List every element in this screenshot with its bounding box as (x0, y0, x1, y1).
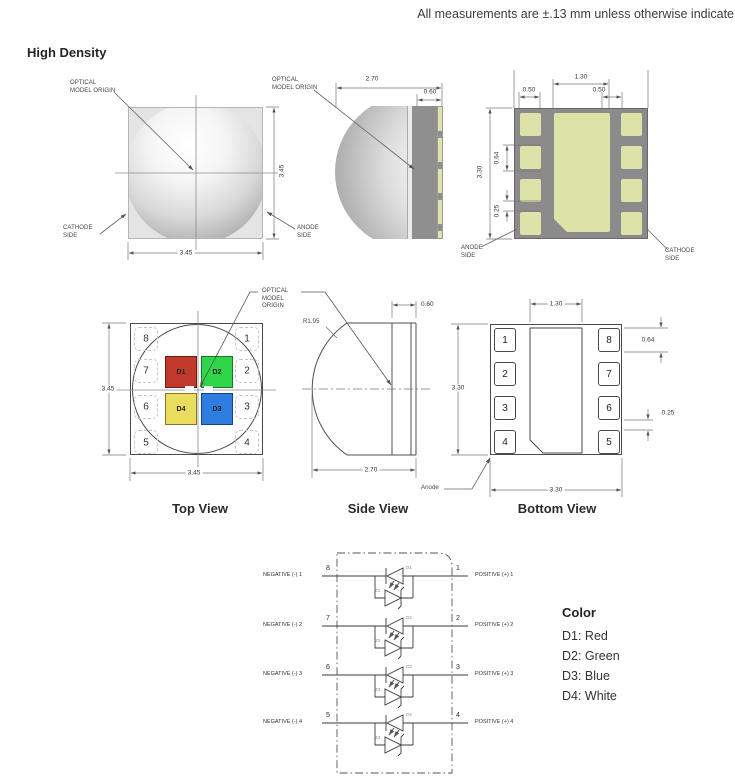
bond-notch-left (185, 386, 194, 393)
channel-3-neg-pin: 6 (326, 664, 330, 671)
origin-line1: OPTICAL (272, 77, 299, 83)
anode-line1: ANODE (297, 225, 319, 231)
bottom-center-pad (530, 328, 582, 453)
top-pin-4: 4 (244, 437, 250, 449)
dim-bottom-height: 3.30 (451, 384, 465, 392)
dim-pad-height: 0.64 (493, 151, 501, 165)
channel-2-negative-label: NEGATIVE (-) 2 (263, 622, 303, 628)
dim-top-view-width: 3.45 (187, 469, 201, 477)
dim-sideview-thickness: 0.60 (421, 301, 434, 308)
origin-line2: MODEL (262, 295, 284, 302)
channel-1-symbols (322, 568, 468, 609)
channel-3-symbols (322, 667, 468, 708)
channel-1-pos-pin: 1 (456, 565, 460, 572)
top-pin-1: 1 (244, 333, 250, 345)
channel-3-esd-ref: Z3 (375, 687, 381, 692)
channel-1-esd-ref: Z1 (375, 588, 381, 593)
origin-line1: OPTICAL (70, 80, 97, 86)
cathode-line2: SIDE (665, 255, 680, 262)
pad-view-dims (486, 70, 648, 239)
pad-view-cathode-label (665, 248, 695, 263)
top-view-leaders (200, 292, 391, 387)
dim-lens-height: 3.45 (278, 164, 286, 178)
lens-top-lines (115, 95, 278, 250)
channel-3-pos-pin: 3 (456, 664, 460, 671)
anode-line2: SIDE (297, 232, 312, 239)
channel-3-negative-label: NEGATIVE (-) 3 (263, 671, 303, 677)
channel-2-led-ref: D2 (406, 615, 412, 620)
dim-left-pad-col: 0.50 (522, 86, 536, 94)
bottom-pad-3-num: 3 (502, 402, 508, 414)
lens-top-dims (128, 107, 279, 260)
top-pin-6: 6 (143, 401, 149, 413)
channel-3-led-ref: D3 (406, 664, 412, 669)
top-pin-3: 3 (244, 401, 250, 413)
side-view-title: Side View (347, 501, 409, 516)
top-view-origin-label (262, 288, 288, 311)
channel-4-negative-label: NEGATIVE (-) 4 (263, 719, 303, 725)
dim-bottom-width: 3.30 (549, 486, 563, 494)
channel-4-neg-pin: 5 (326, 712, 330, 719)
cathode-line1: CATHODE (665, 248, 695, 254)
cathode-line2: SIDE (63, 232, 78, 239)
origin-line2: MODEL ORIGIN (70, 87, 116, 94)
bottom-view-title: Bottom View (517, 501, 597, 516)
top-pin-8: 8 (143, 333, 149, 345)
side-view-dims (312, 301, 416, 478)
cathode-line1: CATHODE (63, 225, 93, 231)
dim-side-thickness: 0.60 (423, 88, 437, 96)
dim-center-pad: 1.30 (574, 73, 588, 81)
die-d3-label: D3 (212, 405, 222, 413)
lens-side-leader (314, 90, 414, 169)
channel-2-esd-ref: Z2 (375, 638, 381, 643)
legend-item-d3: D3: Blue (562, 669, 610, 683)
dim-sideview-width: 2.70 (364, 466, 378, 474)
anode-leader (444, 458, 490, 489)
die-d2-label: D2 (212, 368, 222, 376)
origin-line2: MODEL ORIGIN (272, 84, 318, 91)
cathode-side-label (63, 225, 93, 240)
top-pin-7: 7 (143, 365, 149, 377)
channel-4-led-ref: D4 (406, 712, 412, 717)
schematic-boundary (337, 553, 452, 773)
legend-item-d2: D2: Green (562, 649, 620, 663)
anode-line2: SIDE (461, 252, 476, 259)
bottom-pad-2-num: 2 (502, 368, 508, 380)
bond-notch-right (204, 386, 213, 393)
bottom-pad-8-num: 8 (606, 334, 612, 346)
pad-view-anode-label (461, 245, 483, 260)
dim-side-width: 2.70 (365, 75, 379, 83)
dim-lens-width: 3.45 (179, 249, 193, 257)
origin-line1: OPTICAL (262, 288, 289, 294)
pad-view-leaders (481, 229, 668, 250)
legend-item-d4: D4: White (562, 689, 617, 703)
channel-2-positive-label: POSITIVE (+) 2 (475, 622, 514, 628)
channel-4-pos-pin: 4 (456, 712, 460, 719)
radius-label: R1.95 (303, 319, 320, 325)
channel-1-neg-pin: 8 (326, 565, 330, 572)
top-pin-5: 5 (143, 437, 149, 449)
dim-pad-view-height: 3.30 (476, 165, 484, 179)
legend-item-d1: D1: Red (562, 629, 608, 643)
dim-right-pad-col: 0.50 (592, 86, 606, 94)
measurement-note: All measurements are ±.13 mm unless otherwise indicate (417, 7, 734, 21)
lens-top-origin-label (70, 80, 115, 95)
channel-1-negative-label: NEGATIVE (-) 1 (263, 572, 303, 578)
dim-top-view-height: 3.45 (101, 385, 115, 393)
bottom-pad-6-num: 6 (606, 402, 612, 414)
dim-bottom-center-pad: 1.30 (549, 300, 563, 308)
origin-line3: ORIGIN (262, 303, 284, 309)
bottom-pad-7-num: 7 (606, 368, 612, 380)
bottom-pad-4-num: 4 (502, 436, 508, 448)
dim-bottom-pad-height: 0.64 (641, 336, 655, 344)
legend-title: Color (562, 605, 596, 620)
bottom-view-dims (451, 299, 668, 497)
die-d1-label: D1 (176, 368, 186, 376)
channel-4-positive-label: POSITIVE (+) 4 (475, 719, 514, 725)
top-view-dims (102, 323, 263, 481)
dim-pad-gap: 0.25 (493, 204, 501, 218)
die-d4-label: D4 (176, 405, 186, 413)
channel-2-neg-pin: 7 (326, 615, 330, 622)
channel-4-esd-ref: Z4 (375, 735, 381, 740)
channel-2-symbols (322, 618, 468, 659)
top-view-title: Top View (172, 501, 228, 516)
channel-1-led-ref: D1 (406, 565, 412, 570)
lens-side-origin-label (272, 77, 317, 92)
channel-3-positive-label: POSITIVE (+) 3 (475, 671, 514, 677)
lens-side-dims (336, 83, 442, 108)
anode-side-label (297, 225, 319, 240)
bottom-anode-label: Anode (421, 485, 439, 491)
lens-top-leaders (100, 92, 295, 234)
dim-bottom-pad-gap: 0.25 (661, 409, 675, 417)
channel-2-pos-pin: 2 (456, 615, 460, 622)
section-title: High Density (27, 45, 107, 60)
bottom-pad-5-num: 5 (606, 436, 612, 448)
channel-1-positive-label: POSITIVE (+) 1 (475, 572, 514, 578)
bottom-pad-1-num: 1 (502, 334, 508, 346)
top-pin-2: 2 (244, 365, 250, 377)
anode-line1: ANODE (461, 245, 483, 251)
channel-4-symbols (322, 715, 468, 756)
